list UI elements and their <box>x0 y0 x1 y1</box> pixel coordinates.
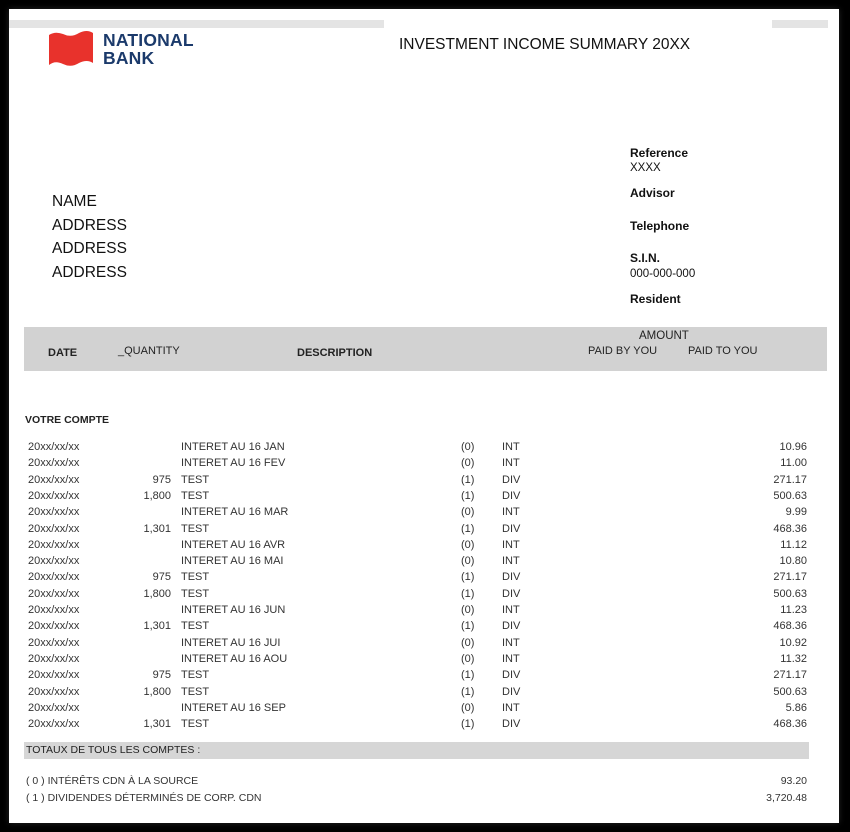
row-amount: 10.92 <box>779 636 807 649</box>
row-code: (1) <box>461 718 475 731</box>
col-paid-by-you: PAID BY YOU <box>588 345 658 357</box>
row-type: INT <box>502 701 520 714</box>
row-type: INT <box>502 457 520 470</box>
row-code: (0) <box>461 604 475 616</box>
row-type: DIV <box>502 587 521 600</box>
row-date: 20xx/xx/xx <box>28 604 80 616</box>
row-code: (1) <box>461 669 475 682</box>
summary-row <box>9 792 839 807</box>
statement-page <box>9 9 839 823</box>
row-code: (0) <box>461 636 475 649</box>
col-quantity: _QUANTITY <box>118 345 180 357</box>
row-type: INT <box>502 604 520 616</box>
section-title: VOTRE COMPTE <box>25 414 110 426</box>
table-row <box>9 537 839 553</box>
row-date: 20xx/xx/xx <box>28 473 80 486</box>
bank-name <box>103 31 194 67</box>
col-paid-to-you: PAID TO YOU <box>688 345 758 357</box>
row-amount: 9.99 <box>785 506 807 519</box>
row-date: 20xx/xx/xx <box>28 587 80 600</box>
row-type: INT <box>502 652 520 665</box>
row-date: 20xx/xx/xx <box>28 555 80 568</box>
recipient-block <box>52 190 127 284</box>
table-row <box>9 684 839 700</box>
row-quantity: 975 <box>152 473 171 486</box>
row-description: TEST <box>181 489 210 502</box>
row-date: 20xx/xx/xx <box>28 685 80 698</box>
row-type: INT <box>502 506 520 519</box>
row-code: (1) <box>461 522 475 535</box>
row-amount: 271.17 <box>773 473 807 486</box>
row-description: TEST <box>181 620 210 633</box>
bank-flag-icon <box>47 29 95 69</box>
resident-label: Resident <box>630 292 681 306</box>
row-date: 20xx/xx/xx <box>28 701 80 714</box>
row-amount: 468.36 <box>773 718 807 731</box>
row-date: 20xx/xx/xx <box>28 571 80 584</box>
row-amount: 500.63 <box>773 685 807 698</box>
summary-label: ( 0 ) INTÉRÊTS CDN À LA SOURCE <box>26 775 199 787</box>
col-description: DESCRIPTION <box>297 347 373 359</box>
table-row <box>9 521 839 537</box>
row-description: INTERET AU 16 JAN <box>181 441 285 453</box>
row-quantity: 1,800 <box>143 489 171 502</box>
row-date: 20xx/xx/xx <box>28 652 80 665</box>
row-amount: 11.32 <box>780 652 807 665</box>
row-type: DIV <box>502 685 521 698</box>
row-quantity: 1,301 <box>143 620 171 633</box>
row-date: 20xx/xx/xx <box>28 506 80 519</box>
row-code: (0) <box>461 652 475 665</box>
row-type: INT <box>502 441 520 453</box>
row-description: TEST <box>181 718 210 731</box>
row-amount: 271.17 <box>773 571 807 584</box>
row-description: TEST <box>181 571 210 584</box>
row-type: INT <box>502 538 520 551</box>
summary-amount: 93.20 <box>780 775 807 787</box>
row-code: (1) <box>461 489 475 502</box>
row-code: (1) <box>461 620 475 633</box>
row-date: 20xx/xx/xx <box>28 669 80 682</box>
row-amount: 11.12 <box>780 538 807 551</box>
row-quantity: 1,800 <box>143 685 171 698</box>
table-row <box>9 651 839 667</box>
row-description: TEST <box>181 685 210 698</box>
row-amount: 468.36 <box>773 620 807 633</box>
table-row <box>9 553 839 569</box>
row-amount: 271.17 <box>773 669 807 682</box>
row-type: DIV <box>502 522 521 535</box>
row-amount: 10.96 <box>779 441 807 453</box>
row-type: DIV <box>502 620 521 633</box>
row-type: DIV <box>502 669 521 682</box>
summary-label: ( 1 ) DIVIDENDES DÉTERMINÉS DE CORP. CDN <box>26 792 262 804</box>
sin-label: S.I.N. <box>630 251 661 265</box>
address-line-3: ADDRESS <box>52 263 127 281</box>
row-code: (1) <box>461 473 475 486</box>
row-type: DIV <box>502 718 521 731</box>
row-date: 20xx/xx/xx <box>28 718 80 731</box>
row-date: 20xx/xx/xx <box>28 441 80 453</box>
row-code: (0) <box>461 555 475 568</box>
row-quantity: 975 <box>152 571 171 584</box>
table-row <box>9 586 839 602</box>
bank-name-line1: NATIONAL <box>103 30 194 50</box>
top-rule-left <box>9 20 384 28</box>
col-date: DATE <box>48 347 78 359</box>
row-amount: 11.23 <box>780 604 807 616</box>
document-title: INVESTMENT INCOME SUMMARY 20XX <box>399 36 691 53</box>
row-amount: 468.36 <box>773 522 807 535</box>
row-quantity: 1,301 <box>143 718 171 731</box>
row-description: INTERET AU 16 SEP <box>181 701 286 714</box>
totals-title: TOTAUX DE TOUS LES COMPTES : <box>26 744 201 756</box>
row-description: INTERET AU 16 AVR <box>181 538 286 551</box>
row-code: (1) <box>461 685 475 698</box>
top-rule-right <box>772 20 828 28</box>
row-type: DIV <box>502 489 521 502</box>
summary-amount: 3,720.48 <box>766 792 807 804</box>
row-description: INTERET AU 16 AOU <box>181 652 288 665</box>
row-date: 20xx/xx/xx <box>28 538 80 551</box>
sin-value: 000-000-000 <box>630 268 696 280</box>
column-header <box>24 327 827 371</box>
row-amount: 500.63 <box>773 587 807 600</box>
row-date: 20xx/xx/xx <box>28 489 80 502</box>
row-code: (0) <box>461 538 475 551</box>
totals-bar <box>24 742 809 759</box>
row-description: TEST <box>181 669 210 682</box>
table-row <box>9 700 839 716</box>
table-row <box>9 439 839 455</box>
row-type: INT <box>502 636 520 649</box>
row-quantity: 1,800 <box>143 587 171 600</box>
row-amount: 5.86 <box>785 701 807 714</box>
table-row <box>9 635 839 651</box>
row-type: DIV <box>502 571 521 584</box>
row-quantity: 975 <box>152 669 171 682</box>
reference-value: XXXX <box>630 162 661 174</box>
row-code: (1) <box>461 587 475 600</box>
row-type: INT <box>502 555 520 568</box>
row-type: DIV <box>502 473 521 486</box>
table-row <box>9 504 839 520</box>
reference-label: Reference <box>630 146 689 160</box>
recipient-name: NAME <box>52 193 97 210</box>
col-amount: AMOUNT <box>639 330 689 342</box>
row-date: 20xx/xx/xx <box>28 457 80 470</box>
table-row <box>9 618 839 634</box>
table-row <box>9 488 839 504</box>
row-description: INTERET AU 16 MAI <box>181 555 284 568</box>
row-code: (1) <box>461 571 475 584</box>
row-amount: 500.63 <box>773 489 807 502</box>
address-line-2: ADDRESS <box>52 240 127 257</box>
row-code: (0) <box>461 457 475 470</box>
row-description: TEST <box>181 587 210 600</box>
row-code: (0) <box>461 441 475 453</box>
row-amount: 11.00 <box>780 457 807 470</box>
summary-row <box>9 775 839 790</box>
row-date: 20xx/xx/xx <box>28 522 80 535</box>
address-line-1: ADDRESS <box>52 216 127 234</box>
row-code: (0) <box>461 506 475 519</box>
row-description: TEST <box>181 522 210 535</box>
bank-logo <box>47 29 194 69</box>
row-quantity: 1,301 <box>143 522 171 535</box>
table-row <box>9 455 839 471</box>
table-row <box>9 716 839 732</box>
row-description: INTERET AU 16 FEV <box>181 457 286 470</box>
bank-name-line2: BANK <box>103 48 155 68</box>
table-row <box>9 667 839 683</box>
table-row <box>9 602 839 618</box>
row-description: INTERET AU 16 MAR <box>181 506 289 519</box>
row-code: (0) <box>461 701 475 714</box>
row-description: INTERET AU 16 JUI <box>181 636 281 649</box>
table-row <box>9 569 839 585</box>
row-amount: 10.80 <box>779 555 807 568</box>
telephone-label: Telephone <box>630 219 690 233</box>
advisor-label: Advisor <box>630 186 675 200</box>
table-row <box>9 472 839 488</box>
row-date: 20xx/xx/xx <box>28 636 80 649</box>
row-description: INTERET AU 16 JUN <box>181 604 286 616</box>
row-description: TEST <box>181 473 210 486</box>
row-date: 20xx/xx/xx <box>28 620 80 633</box>
